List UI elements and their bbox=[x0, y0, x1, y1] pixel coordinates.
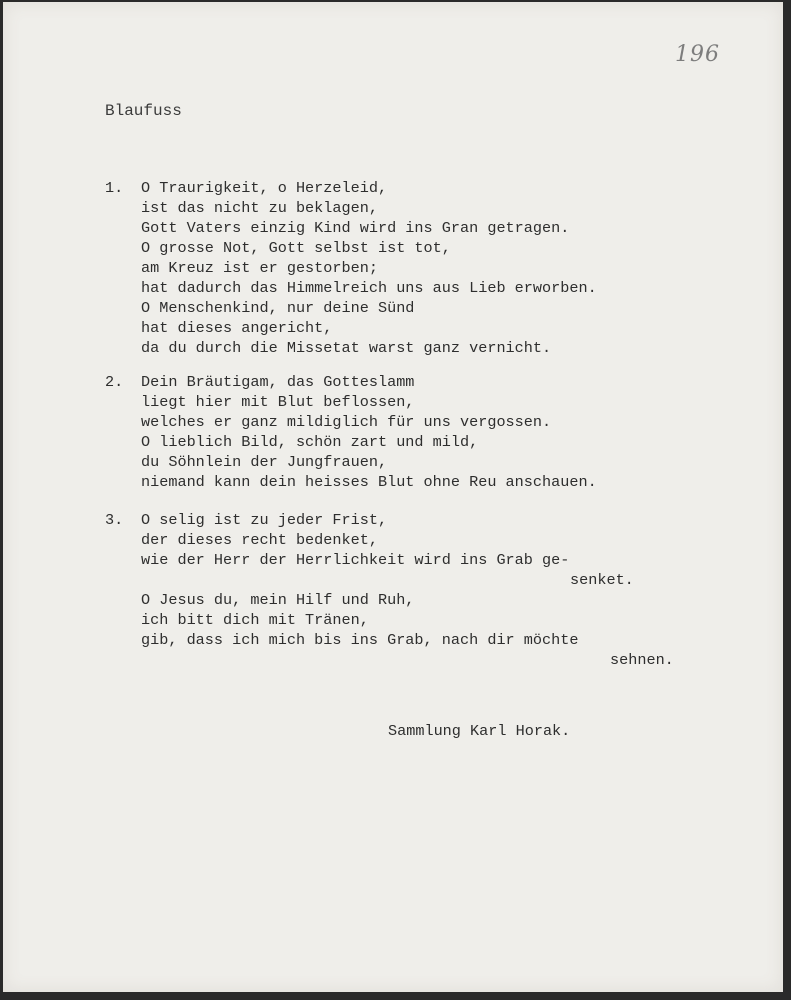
stanza-line-continuation: senket. bbox=[570, 571, 634, 589]
stanza-line: am Kreuz ist er gestorben; bbox=[141, 259, 378, 277]
stanza-line: O grosse Not, Gott selbst ist tot, bbox=[141, 239, 451, 257]
stanza-line: ich bitt dich mit Tränen, bbox=[141, 611, 369, 629]
stanza-line: welches er ganz mildiglich für uns vergossen. bbox=[141, 413, 552, 431]
stanza-number: 2. bbox=[105, 373, 124, 391]
stanza-1 bbox=[105, 178, 597, 358]
stanza-3 bbox=[105, 510, 674, 670]
stanza-number: 3. bbox=[105, 511, 124, 529]
song-title: Blaufuss bbox=[105, 102, 182, 120]
stanza-line: Gott Vaters einzig Kind wird ins Gran getragen. bbox=[141, 219, 570, 237]
stanza-line: hat dieses angericht, bbox=[141, 319, 333, 337]
stanza-line: du Söhnlein der Jungfrauen, bbox=[141, 453, 388, 471]
stanza-line: ist das nicht zu beklagen, bbox=[141, 199, 378, 217]
document-page bbox=[3, 2, 783, 992]
stanza-number: 1. bbox=[105, 179, 124, 197]
stanza-line: niemand kann dein heisses Blut ohne Reu anschauen. bbox=[141, 473, 597, 491]
stanza-line: liegt hier mit Blut beflossen, bbox=[141, 393, 415, 411]
stanza-line: O lieblich Bild, schön zart und mild, bbox=[141, 433, 479, 451]
stanza-line: hat dadurch das Himmelreich uns aus Lieb erworben. bbox=[141, 279, 597, 297]
stanza-line-continuation: sehnen. bbox=[610, 651, 674, 669]
stanza-2 bbox=[105, 372, 597, 492]
stanza-line: 2. Dein Bräutigam, das Gotteslamm bbox=[105, 373, 415, 391]
stanza-line: 1. O Traurigkeit, o Herzeleid, bbox=[105, 179, 388, 197]
stanza-line: wie der Herr der Herrlichkeit wird ins Grab ge- bbox=[141, 551, 570, 569]
page-number: 196 bbox=[675, 42, 720, 67]
stanza-line: O Jesus du, mein Hilf und Ruh, bbox=[141, 591, 415, 609]
source-attribution: Sammlung Karl Horak. bbox=[388, 722, 571, 740]
stanza-line: da du durch die Missetat warst ganz vernicht. bbox=[141, 339, 552, 357]
stanza-line: 3. O selig ist zu jeder Frist, bbox=[105, 511, 388, 529]
stanza-line: gib, dass ich mich bis ins Grab, nach dir möchte bbox=[141, 631, 579, 649]
stanza-line: O Menschenkind, nur deine Sünd bbox=[141, 299, 415, 317]
stanza-line: der dieses recht bedenket, bbox=[141, 531, 378, 549]
